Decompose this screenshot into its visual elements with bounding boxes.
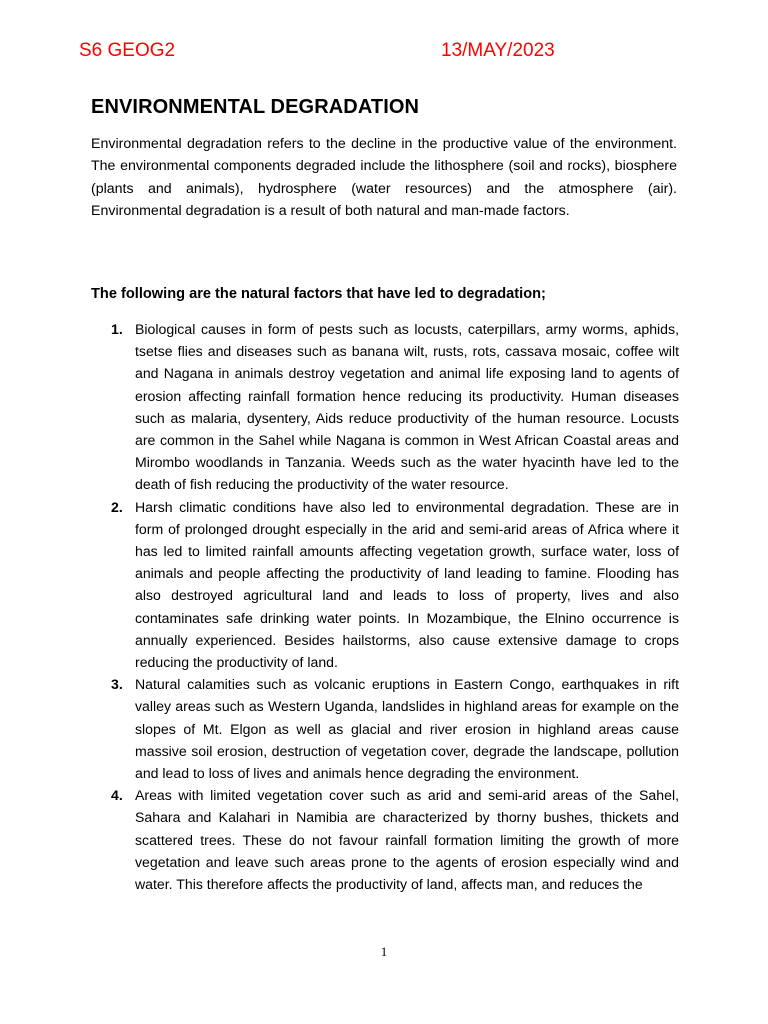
course-code: S6 GEOG2	[79, 40, 176, 61]
list-item-number: 2.	[111, 498, 123, 515]
page-title: ENVIRONMENTAL DEGRADATION	[91, 96, 420, 118]
list-item	[90, 318, 679, 496]
list-item-number: 1.	[111, 321, 123, 337]
list-item	[90, 784, 679, 895]
list-item	[90, 496, 679, 674]
intro-paragraph: Environmental degradation refers to the decline in the productive value of the environment. The environmental components degraded include the lithosphere (soil and rocks), biosphere (plants and animals), hydrosphere (water resources) and the atmosphere (air). Environmental degradation is a result of both natural and man-made factors.	[91, 136, 677, 220]
list-item-text: Areas with limited vegetation cover such as arid and semi-arid areas of the Sahel, Sahara and Kalahari in Namibia are characterized by thorny bushes, thickets and scattered trees. These do not favour rainfall formation limiting the growth of more vegetation and leave such areas prone to the agents of erosion especially wind and water. This therefore affects the productivity of land, affects man, and reduces the	[135, 787, 679, 893]
section-heading: The following are the natural factors that have led to degradation;	[91, 286, 546, 302]
list-item-text: Harsh climatic conditions have also led to environmental degradation. These are in form of prolonged drought especially in the arid and semi-arid areas of Africa where it has led to limited rainfall amounts affecting vegetation growth, surface water, loss of animals and people affecting the productivity of land leading to famine. Flooding has also destroyed agricultural land and leads to loss of property, lives and also contaminates safe drinking water points. In Mozambique, the Elnino occurrence is annually experienced. Besides hailstorms, also cause extensive damage to crops reducing the productivity of land.	[135, 498, 679, 671]
list-item-number: 4.	[111, 787, 123, 804]
natural-factors-list	[90, 318, 679, 895]
document-date: 13/MAY/2023	[441, 40, 555, 61]
page-number: 1	[380, 944, 388, 959]
list-item-text: Biological causes in form of pests such as locusts, caterpillars, army worms, aphids, tsetse flies and diseases such as banana wilt, rusts, rots, cassava mosaic, coffee wilt and Nagana in animals destroy vegetation and animal life exposing land to agents of erosion affecting rainfall formation hence reducing its productivity. Human diseases such as malaria, dysentery, Aids reduce productivity of the human resource. Locusts are common in the Sahel while Nagana is common in West African Coastal areas and Mirombo woodlands in Tanzania. Weeds such as the water hyacinth have led to the death of fish reducing the productivity of the water resource.	[135, 321, 679, 493]
list-item-number: 3.	[111, 676, 123, 693]
list-item-text: Natural calamities such as volcanic eruptions in Eastern Congo, earthquakes in rift valley areas such as Western Uganda, landslides in highland areas for example on the slopes of Mt. Elgon as well as glacial and river erosion in highland areas cause massive soil erosion, destruction of vegetation cover, degrade the landscape, pollution and lead to loss of lives and animals hence degrading the environment.	[135, 676, 679, 782]
list-item	[90, 673, 679, 784]
